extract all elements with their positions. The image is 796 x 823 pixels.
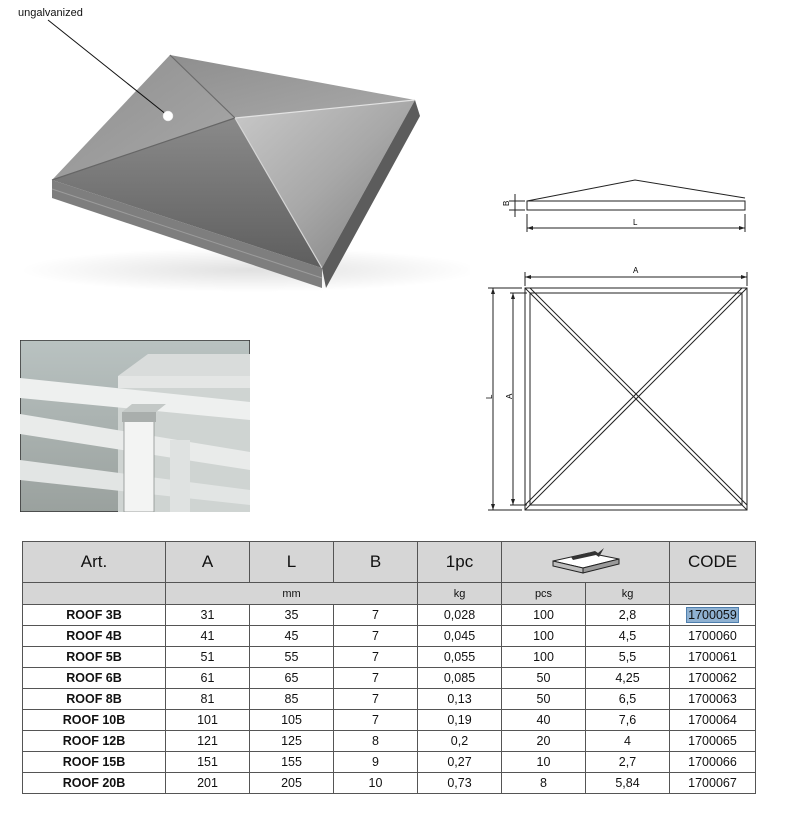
cell-pcs: 20 [502, 731, 586, 752]
table-row [23, 668, 756, 689]
cell-art: ROOF 20B [23, 773, 166, 794]
cell-l: 85 [250, 689, 334, 710]
side-view-drawing [495, 170, 765, 240]
cell-pack-kg: 5,5 [586, 647, 670, 668]
table-row [23, 689, 756, 710]
cell-a: 151 [166, 752, 250, 773]
units-pack-kg: kg [586, 583, 670, 605]
cell-code: 1700060 [670, 626, 756, 647]
units-mm: mm [166, 583, 418, 605]
cell-b: 7 [334, 710, 418, 731]
cell-l: 205 [250, 773, 334, 794]
cell-art: ROOF 5B [23, 647, 166, 668]
units-blank [23, 583, 166, 605]
cell-pack-kg: 6,5 [586, 689, 670, 710]
header-a: A [166, 542, 250, 583]
cell-kg: 0,028 [418, 605, 502, 626]
cell-pcs: 10 [502, 752, 586, 773]
table-row [23, 626, 756, 647]
cell-pack-kg: 4 [586, 731, 670, 752]
cell-art: ROOF 6B [23, 668, 166, 689]
cell-art: ROOF 15B [23, 752, 166, 773]
cell-kg: 0,2 [418, 731, 502, 752]
dim-l-left-label: L [485, 394, 494, 399]
cell-pack-kg: 5,84 [586, 773, 670, 794]
table-row [23, 647, 756, 668]
cell-code [670, 605, 756, 626]
cell-pcs: 8 [502, 773, 586, 794]
product-image [0, 0, 470, 300]
cell-l: 125 [250, 731, 334, 752]
cell-a: 101 [166, 710, 250, 731]
cell-b: 7 [334, 689, 418, 710]
cell-a: 81 [166, 689, 250, 710]
cell-a: 51 [166, 647, 250, 668]
cell-code: 1700064 [670, 710, 756, 731]
cell-pcs: 50 [502, 689, 586, 710]
package-icon [549, 545, 623, 575]
table-row [23, 605, 756, 626]
header-package [502, 542, 670, 583]
cell-code: 1700062 [670, 668, 756, 689]
header-code: CODE [670, 542, 756, 583]
header-art: Art. [23, 542, 166, 583]
cell-b: 8 [334, 731, 418, 752]
table-row [23, 710, 756, 731]
cell-pack-kg: 2,7 [586, 752, 670, 773]
cell-art: ROOF 3B [23, 605, 166, 626]
cell-b: 9 [334, 752, 418, 773]
cell-code: 1700063 [670, 689, 756, 710]
cell-pcs: 50 [502, 668, 586, 689]
callout-label: ungalvanized [18, 7, 83, 19]
cell-b: 7 [334, 605, 418, 626]
cell-pack-kg: 7,6 [586, 710, 670, 731]
spec-table-body [23, 605, 756, 794]
application-photo [20, 340, 250, 512]
header-b: B [334, 542, 418, 583]
cell-pcs: 100 [502, 626, 586, 647]
cell-kg: 0,13 [418, 689, 502, 710]
cell-art: ROOF 4B [23, 626, 166, 647]
cell-a: 41 [166, 626, 250, 647]
cell-art: ROOF 12B [23, 731, 166, 752]
cell-b: 7 [334, 668, 418, 689]
cell-art: ROOF 10B [23, 710, 166, 731]
dim-l-label: L [633, 218, 638, 227]
cell-b: 10 [334, 773, 418, 794]
table-row [23, 731, 756, 752]
cell-l: 105 [250, 710, 334, 731]
table-row [23, 752, 756, 773]
cell-pack-kg: 4,25 [586, 668, 670, 689]
cell-code: 1700065 [670, 731, 756, 752]
cell-code: 1700066 [670, 752, 756, 773]
cell-b: 7 [334, 647, 418, 668]
cell-a: 31 [166, 605, 250, 626]
cell-l: 155 [250, 752, 334, 773]
cell-kg: 0,19 [418, 710, 502, 731]
selected-code[interactable]: 1700059 [688, 608, 737, 622]
cell-code: 1700061 [670, 647, 756, 668]
dim-b-label: B [502, 200, 511, 206]
units-kg: kg [418, 583, 502, 605]
dim-a-left-label: A [505, 393, 514, 399]
units-pcs: pcs [502, 583, 586, 605]
cell-kg: 0,085 [418, 668, 502, 689]
cell-kg: 0,055 [418, 647, 502, 668]
header-l: L [250, 542, 334, 583]
cell-kg: 0,27 [418, 752, 502, 773]
spec-table [22, 541, 756, 794]
units-code-blank [670, 583, 756, 605]
cell-a: 121 [166, 731, 250, 752]
cell-l: 35 [250, 605, 334, 626]
cell-pack-kg: 2,8 [586, 605, 670, 626]
cell-a: 201 [166, 773, 250, 794]
cell-pcs: 100 [502, 647, 586, 668]
header-1pc: 1pc [418, 542, 502, 583]
cell-kg: 0,045 [418, 626, 502, 647]
cell-kg: 0,73 [418, 773, 502, 794]
cell-pcs: 40 [502, 710, 586, 731]
dim-a-top-label: A [633, 266, 639, 275]
table-row [23, 773, 756, 794]
cell-pcs: 100 [502, 605, 586, 626]
cell-l: 65 [250, 668, 334, 689]
cell-pack-kg: 4,5 [586, 626, 670, 647]
cell-l: 55 [250, 647, 334, 668]
cell-b: 7 [334, 626, 418, 647]
cell-art: ROOF 8B [23, 689, 166, 710]
cell-a: 61 [166, 668, 250, 689]
cell-l: 45 [250, 626, 334, 647]
top-view-drawing [480, 258, 770, 520]
cell-code: 1700067 [670, 773, 756, 794]
